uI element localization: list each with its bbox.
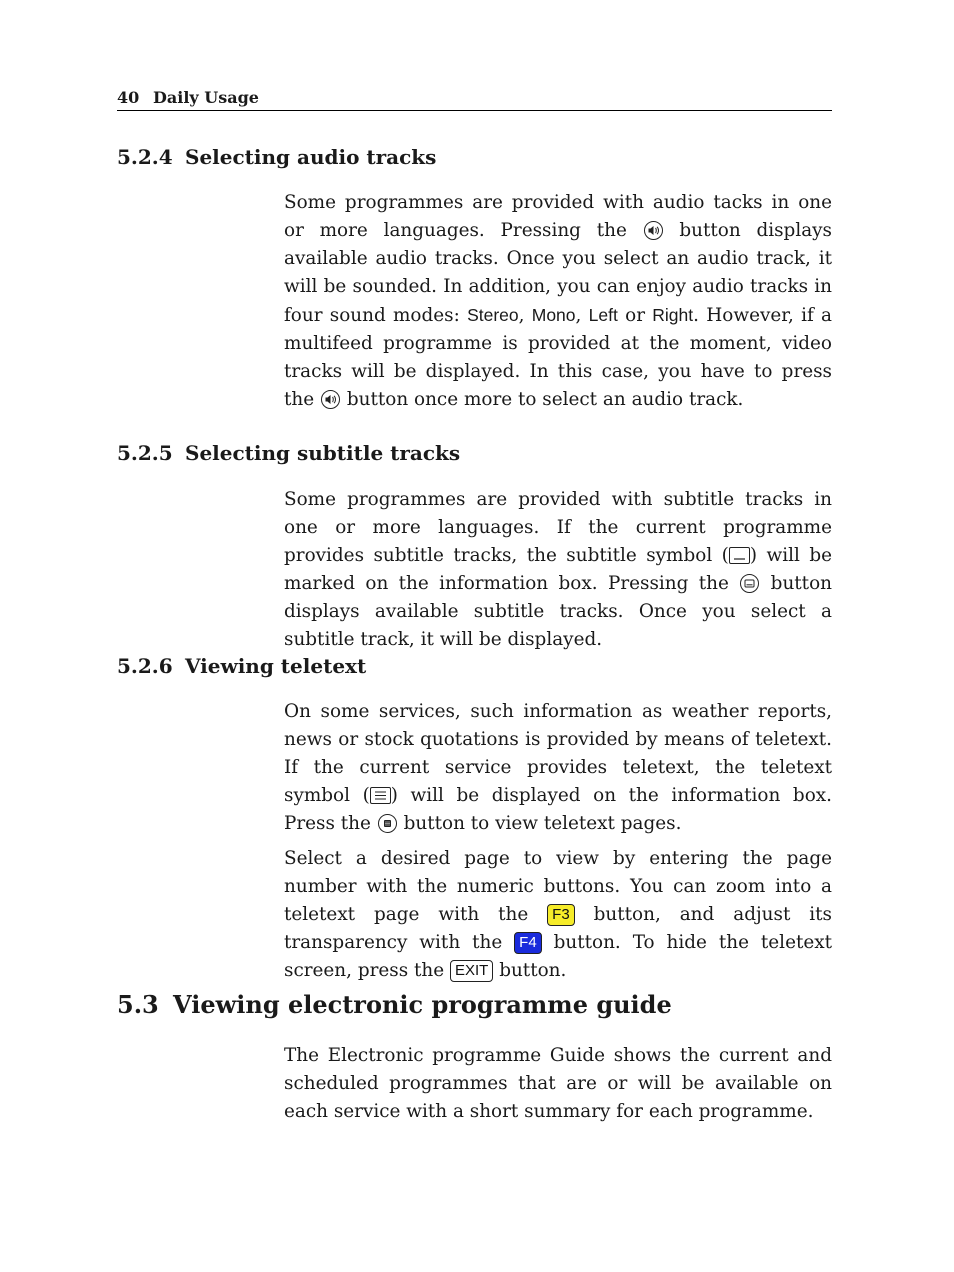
- paragraph: [284, 698, 832, 838]
- text-run: ,: [575, 305, 582, 326]
- section-heading-audio: [117, 145, 436, 169]
- paragraph: [284, 189, 832, 414]
- section-title: Selecting audio tracks: [185, 145, 437, 169]
- sound-mode-mono: Mono: [531, 305, 576, 325]
- subtitle-symbol-icon: [729, 547, 750, 564]
- section-number: 5.2.5: [117, 441, 173, 465]
- text-run: button displays available audio tracks. Once you select an audio track, it will be sounded. In addition, you can enjoy audio tracks in four sound modes:: [284, 220, 832, 326]
- section-title: Viewing teletext: [185, 654, 367, 678]
- f4-key: F4: [514, 932, 542, 954]
- text-run: Some programmes are provided with subtitle tracks in one or more languages. If the current programme provides subtitle tracks, the subtitle symbol (: [284, 489, 832, 566]
- text-run: ,: [518, 305, 525, 326]
- sound-mode-right: Right: [652, 305, 694, 325]
- chapter-title: Daily Usage: [153, 88, 259, 107]
- text-run: button.: [499, 960, 567, 981]
- paragraph: [284, 486, 832, 654]
- subtitle-button-icon: [740, 574, 759, 593]
- text-run: On some services, such information as weather reports, news or stock quotations is provided by means of teletext. If the current service provides teletext, the teletext symbol (: [284, 701, 832, 806]
- audio-button-icon: [644, 221, 663, 240]
- text-run: Select a desired page to view by entering the page number with the numeric buttons. You can zoom into a teletext page with the: [284, 848, 832, 925]
- text-run: button once more to select an audio track.: [346, 389, 744, 410]
- section-number: 5.2.4: [117, 145, 173, 169]
- section-body-audio: [284, 189, 832, 414]
- text-run: . However, if a multifeed programme is provided at the moment, video tracks will be displayed. In this case, you have to press the: [284, 305, 832, 410]
- page-number: 40: [117, 88, 140, 107]
- sound-mode-stereo: Stereo: [467, 305, 519, 325]
- running-header: [117, 86, 832, 111]
- section-heading-subtitle: [117, 441, 460, 465]
- section-body-teletext: [284, 698, 832, 985]
- text-run: ) will be marked on the information box. Pressing the: [284, 545, 832, 594]
- f3-key: F3: [547, 904, 575, 926]
- sound-mode-left: Left: [588, 305, 618, 325]
- audio-button-icon: [321, 390, 340, 409]
- text-run: button displays available subtitle tracks. Once you select a subtitle track, it will be displayed.: [284, 573, 832, 650]
- text-run: or: [625, 305, 645, 326]
- section-body-subtitle: [284, 486, 832, 654]
- section-title: Selecting subtitle tracks: [185, 441, 461, 465]
- text-run: Some programmes are provided with audio tacks in one or more languages. Pressing the: [284, 192, 832, 241]
- paragraph: [284, 845, 832, 985]
- section-number: 5.2.6: [117, 654, 173, 678]
- teletext-symbol-icon: [370, 787, 391, 804]
- text-run: button, and adjust its transparency with the: [284, 904, 832, 953]
- text-run: button to view teletext pages.: [403, 813, 682, 834]
- section-body-epg: [284, 1042, 832, 1126]
- text-run: ) will be displayed on the information box. Press the: [284, 785, 832, 834]
- exit-key: EXIT: [450, 960, 493, 982]
- teletext-button-icon: [378, 814, 397, 833]
- section-heading-teletext: [117, 654, 366, 678]
- paragraph: The Electronic programme Guide shows the current and scheduled programmes that are or will be available on each service with a short summary for each programme.: [284, 1045, 832, 1122]
- section-title: Viewing electronic programme guide: [173, 990, 672, 1019]
- section-heading-epg: [117, 990, 672, 1019]
- section-number: 5.3: [117, 990, 159, 1019]
- text-run: button. To hide the teletext screen, press the: [284, 932, 832, 981]
